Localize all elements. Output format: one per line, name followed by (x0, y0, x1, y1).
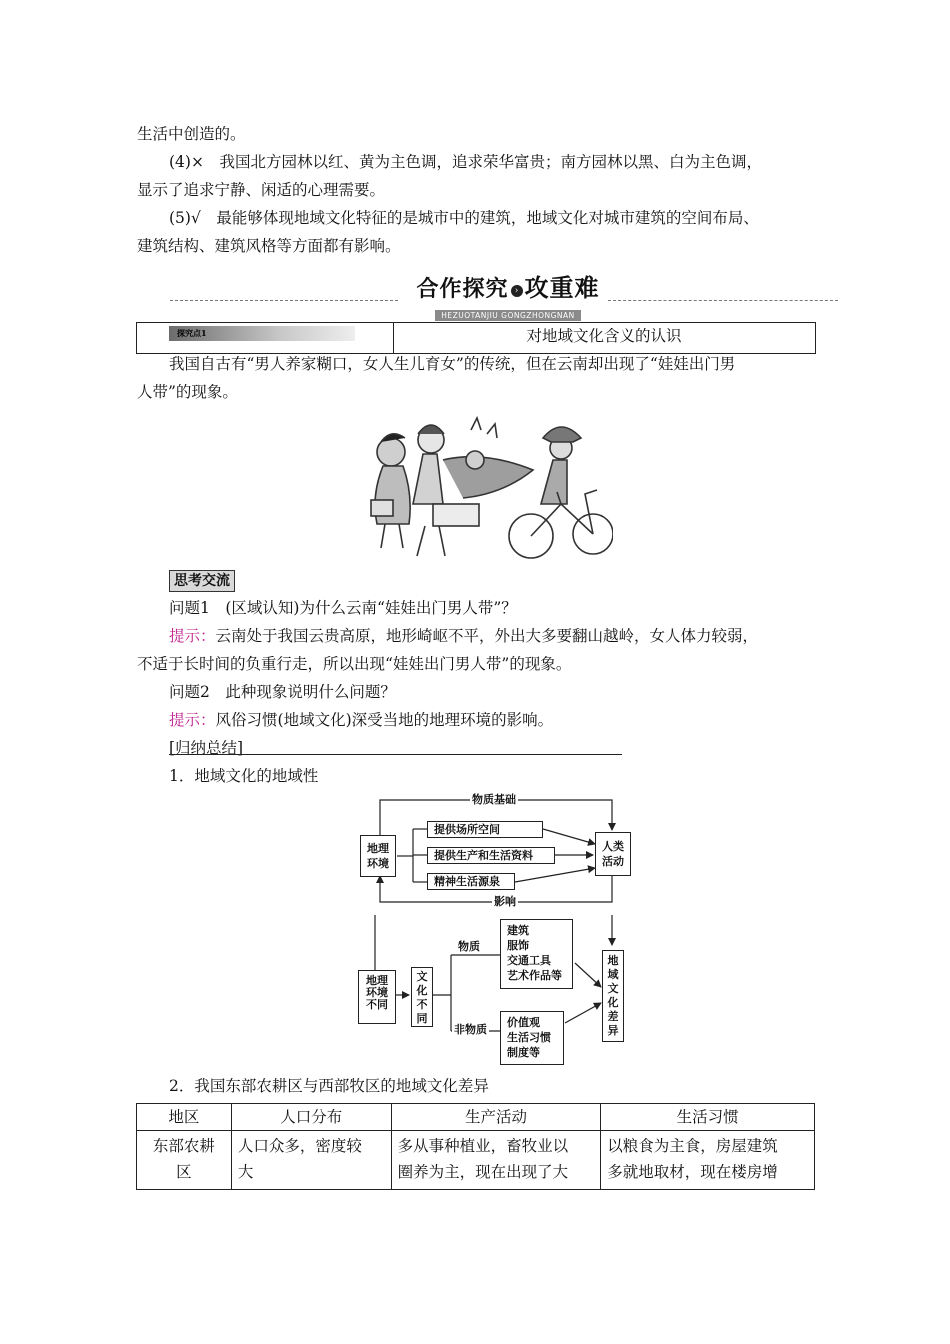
header-production: 生产活动 (391, 1104, 601, 1131)
label-material: 物质 (458, 940, 480, 953)
table-row (137, 1131, 815, 1190)
banner-subtitle: HEZUOTANJIU GONGZHONGNAN (435, 310, 581, 321)
material-item: 服饰 (507, 939, 529, 952)
section-banner (408, 268, 608, 322)
intro-line2: 人带”的现象。 (137, 383, 238, 401)
summary-item-2: 2．我国东部农耕区与西部牧区的地域文化差异 (169, 1077, 489, 1095)
box-nonmaterial-items (500, 1011, 564, 1065)
hint-label: 提示： (169, 711, 216, 729)
cell-production: 多从事种植业，畜牧业以 圈养为主，现在出现了大 (391, 1131, 601, 1190)
header-region: 地区 (137, 1104, 232, 1131)
box-human-activity: 人类活动 (595, 832, 631, 876)
explore-title: 对地域文化含义的认识 (526, 327, 682, 345)
label-material-basis: 物质基础 (472, 793, 516, 806)
banner-rule-right (608, 300, 838, 301)
box-geographic-environment: 地理环境 (360, 835, 396, 877)
cartoon-illustration (363, 412, 613, 564)
box-cultural-difference: 地域文化差异 (602, 950, 624, 1042)
comparison-table (136, 1103, 815, 1190)
cell-lifestyle: 以粮食为主食，房屋建筑 多就地取材，现在楼房增 (601, 1131, 815, 1190)
box-material-items (500, 919, 573, 989)
box-provide-space: 提供场所空间 (427, 821, 543, 838)
answer-1-line1 (169, 622, 758, 650)
answer-2 (169, 706, 553, 734)
explore-tag-cell (137, 323, 394, 353)
answer-5-line2: 建筑结构、建筑风格等方面都有影响。 (137, 237, 401, 255)
table-header-row (137, 1104, 815, 1131)
answer-4-line1: (4)× 我国北方园林以红、黄为主色调，追求荣华富贵；南方园林以黑、白为主色调， (169, 153, 762, 171)
cell-population: 人口众多，密度较 大 (231, 1131, 391, 1190)
banner-rule-left (170, 300, 398, 301)
answer-1-text: 云南处于我国云贵高原，地形崎岖不平，外出大多要翻山越岭，女人体力较弱， (215, 627, 759, 645)
header-lifestyle: 生活习惯 (601, 1104, 815, 1131)
box-provide-resources: 提供生产和生活资料 (427, 847, 555, 864)
box-spiritual-source: 精神生活源泉 (427, 873, 515, 890)
banner-title-left: 合作探究 (416, 277, 509, 302)
chevron-right-icon: › (511, 285, 523, 297)
nonmaterial-item: 生活习惯 (507, 1031, 551, 1044)
summary-item-1: 1．地域文化的地域性 (169, 767, 319, 785)
nonmaterial-item: 制度等 (507, 1046, 540, 1059)
banner-title-right: 攻重难 (524, 274, 600, 302)
label-nonmaterial: 非物质 (454, 1023, 487, 1036)
summary-heading: [归纳总结] (169, 739, 244, 757)
cell-region: 东部农耕 区 (137, 1131, 232, 1190)
explore-tag: 探究点1 (169, 326, 355, 341)
answer-text: 生活中创造的。 (137, 125, 246, 143)
nonmaterial-item: 价值观 (507, 1016, 540, 1029)
answer-4-line2: 显示了追求宁静、闲适的心理需要。 (137, 181, 386, 199)
question-2: 问题2 此种现象说明什么问题？ (169, 683, 396, 701)
material-item: 交通工具 (507, 954, 551, 967)
question-1: 问题1 (区域认知)为什么云南“娃娃出门男人带”？ (169, 599, 517, 617)
think-heading: 思考交流 (169, 570, 235, 592)
answer-2-text: 风俗习惯(地域文化)深受当地的地理环境的影响。 (215, 711, 554, 729)
box-env-different: 地理环境不同 (358, 970, 396, 1024)
box-culture-different: 文化不同 (411, 967, 433, 1027)
intro-line1: 我国自古有“男人养家糊口，女人生儿育女”的传统，但在云南却出现了“娃娃出门男 (169, 355, 736, 373)
label-influence: 影响 (494, 895, 516, 908)
answer-5-line1: (5)√ 最能够体现地域文化特征的是城市中的建筑，地域文化对城市建筑的空间布局、 (169, 209, 759, 227)
hint-label: 提示： (169, 627, 216, 645)
material-item: 艺术作品等 (507, 969, 562, 982)
summary-rule (169, 754, 622, 755)
material-item: 建筑 (507, 924, 529, 937)
answer-1-line2: 不适于长时间的负重行走，所以出现“娃娃出门男人带”的现象。 (137, 655, 572, 673)
header-population: 人口分布 (231, 1104, 391, 1131)
